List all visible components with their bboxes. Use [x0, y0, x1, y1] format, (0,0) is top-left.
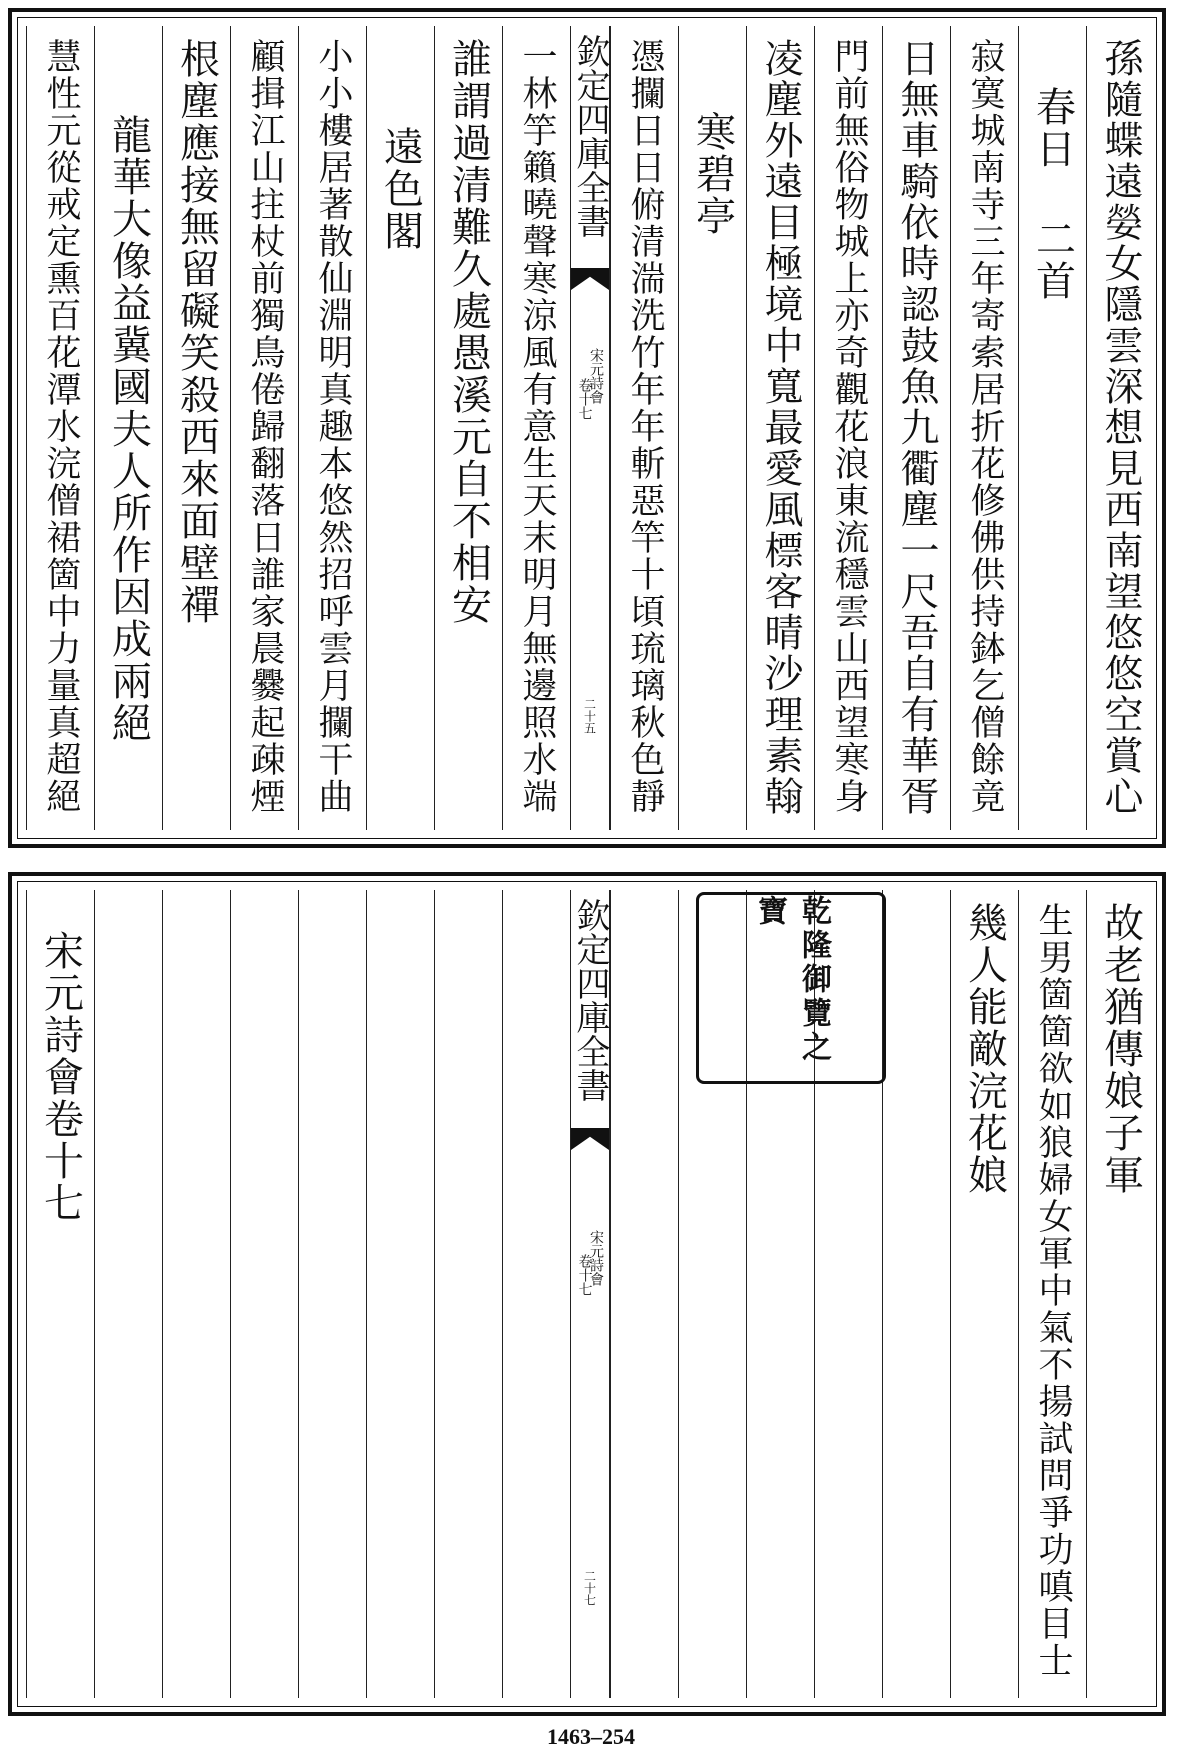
text-column	[610, 26, 678, 830]
text-column	[814, 26, 882, 830]
column-text: 幾人能敵浣花娘	[961, 902, 1008, 1196]
column-text: 門前無俗物城上亦奇觀花浪東流穩雲山西望寒身	[829, 38, 869, 815]
text-column	[950, 26, 1018, 830]
column-text: 孫隨蝶遠嫈女隱雲深想見西南望悠悠空賞心	[1098, 38, 1143, 817]
text-column	[746, 26, 814, 830]
text-column	[882, 890, 950, 1698]
poem-title: 龍華大像益冀國夫人所作因成兩絕	[105, 114, 152, 744]
column-text: 根塵應接無留礙笑殺西來面壁禪	[173, 38, 220, 626]
column-text: 故老猶傳娘子軍	[1097, 902, 1144, 1196]
column-text: 日無車騎依時認鼓魚九衢塵一尺吾自有華胥	[894, 38, 939, 817]
library-title: 欽定四庫全書	[570, 898, 610, 1102]
column-text: 小小樓居著散仙淵明真趣本悠然招呼雲月攔干曲	[313, 38, 353, 815]
seal-text: 乾隆御覽之寶	[752, 895, 831, 1065]
top-page-frame	[8, 8, 1166, 848]
text-column	[610, 890, 678, 1698]
text-column	[502, 26, 570, 830]
text-column	[162, 890, 230, 1698]
fish-tail-mark	[571, 268, 609, 290]
column-text: 憑攔日日俯清湍洗竹年年斬惡竿十頃琉璃秋色靜	[625, 38, 665, 815]
text-column	[26, 890, 94, 1698]
center-band	[570, 26, 610, 830]
text-column	[678, 26, 746, 830]
column-text: 一林竽籟曉聲寒涼風有意生天末明月無邊照水端	[517, 38, 557, 815]
column-text: 誰謂過清難久處愚溪元自不相安	[445, 38, 492, 626]
text-column	[502, 890, 570, 1698]
volume-label: 卷十七	[576, 378, 593, 420]
poem-title: 寒碧亭	[689, 111, 736, 237]
library-title: 欽定四庫全書	[570, 34, 610, 238]
text-column	[94, 26, 162, 830]
imperial-seal	[696, 892, 886, 1084]
poem-title: 遠色閣	[377, 126, 424, 252]
poem-title: 春日 二首	[1029, 86, 1076, 302]
folio-number: 二十七	[582, 1570, 597, 1606]
book-title: 宋元詩會	[588, 1230, 605, 1286]
center-band	[570, 890, 610, 1698]
fish-tail-mark	[571, 1128, 609, 1150]
text-column	[366, 26, 434, 830]
text-column	[1086, 890, 1154, 1698]
bottom-page-frame	[8, 872, 1166, 1716]
text-column	[434, 890, 502, 1698]
volume-end-title: 宋元詩會卷十七	[37, 930, 84, 1224]
text-column	[882, 26, 950, 830]
column-text: 寂寞城南寺三年寄索居折花修佛供持鉢乞僧餘竟	[965, 38, 1005, 815]
text-column	[230, 26, 298, 830]
column-text: 生男箇箇欲如狼婦女軍中氣不揚試問爭功嗔目士	[1033, 902, 1073, 1679]
text-column	[298, 890, 366, 1698]
text-column	[298, 26, 366, 830]
text-column	[950, 890, 1018, 1698]
column-text: 凌塵外遠目極境中寬最愛風標客晴沙理素翰	[758, 38, 803, 817]
text-column	[1086, 26, 1154, 830]
folio-number: 二十五	[582, 698, 597, 734]
column-text: 慧性元從戒定熏百花潭水浣僧裙箇中力量真超絕	[41, 38, 81, 815]
volume-label: 卷十七	[576, 1254, 593, 1296]
text-column	[162, 26, 230, 830]
column-text: 顧揖江山拄杖前獨鳥倦歸翻落日誰家晨爨起疎煙	[245, 38, 285, 815]
text-column	[1018, 890, 1086, 1698]
text-column	[230, 890, 298, 1698]
text-column	[434, 26, 502, 830]
page-number: 1463–254	[547, 1724, 635, 1749]
book-title: 宋元詩會	[588, 348, 605, 404]
text-column	[94, 890, 162, 1698]
text-column	[26, 26, 94, 830]
text-column	[366, 890, 434, 1698]
text-column	[1018, 26, 1086, 830]
